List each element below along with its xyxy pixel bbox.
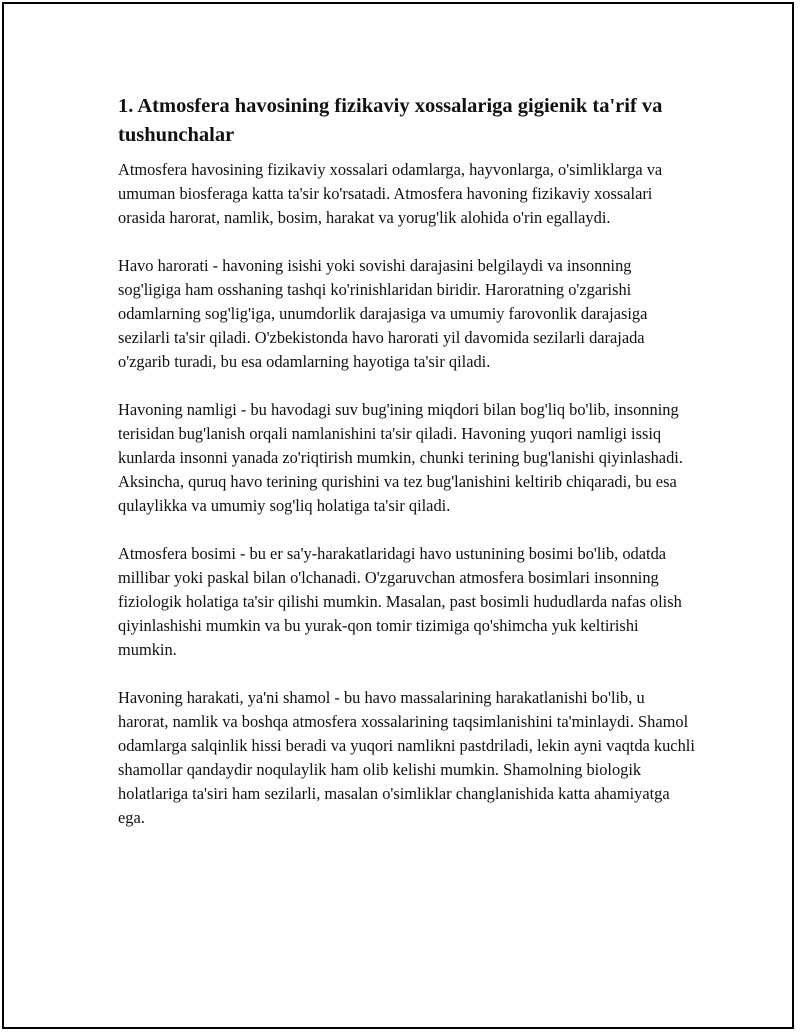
paragraph-temperature: Havo harorati - havoning isishi yoki sovishi darajasini belgilaydi va insonning sog'ligiga ham osshaning tashqi ko'rinishlaridan biridir. Haroratning o'zgarishi odamlarning sog'lig'iga, unumdorlik darajasiga va umumiy farovonlik darajasiga sezilarli ta'sir qiladi. O'zbekistonda havo harorati yil davomida sezilarli darajada o'zgarib turadi, bu esa odamlarning hayotiga ta'sir qiladi. [118,256,648,371]
document-body [118,92,696,854]
paragraph-humidity: Havoning namligi - bu havodagi suv bug'ining miqdori bilan bog'liq bo'lib, insonning terisidan bug'lanish orqali namlanishini ta'sir qiladi. Havoning yuqori namligi issiq kunlarda insonni yanada zo'riqtirish mumkin, chunki terining bug'lanishi qiyinlashadi. Aksincha, quruq havo terining qurishini va tez bug'lanishini keltirib chiqaradi, bu esa qulaylikka va umumiy sog'liq holatiga ta'sir qiladi. [118,400,683,515]
section-heading: 1. Atmosfera havosining fizikaviy xossalariga gigienik ta'rif va tushunchalar [118,95,663,146]
paragraph-pressure: Atmosfera bosimi - bu er sa'y-harakatlaridagi havo ustunining bosimi bo'lib, odatda millibar yoki paskal bilan o'lchanadi. O'zgaruvchan atmosfera bosimlari insonning fiziologik holatiga ta'sir qilishi mumkin. Masalan, past bosimli hududlarda nafas olish qiyinlashishi mumkin va bu yurak-qon tomir tizimiga qo'shimcha yuk keltirishi mumkin. [118,544,682,659]
paragraph-intro: Atmosfera havosining fizikaviy xossalari odamlarga, hayvonlarga, o'simliklarga va umuman biosferaga katta ta'sir ko'rsatadi. Atmosfera havoning fizikaviy xossalari orasida harorat, namlik, bosim, harakat va yorug'lik alohida o'rin egallaydi. [118,160,663,227]
paragraph-wind: Havoning harakati, ya'ni shamol - bu havo massalarining harakatlanishi bo'lib, u harorat, namlik va boshqa atmosfera xossalarining taqsimlanishini ta'minlaydi. Shamol odamlarga salqinlik hissi beradi va yuqori namlikni pastdriladi, lekin ayni vaqtda kuchli shamollar qandaydir noqulaylik ham olib kelishi mumkin. Shamolning biologik holatlariga ta'siri ham sezilarli, masalan o'simliklar changlanishida katta ahamiyatga ega. [118,688,695,827]
